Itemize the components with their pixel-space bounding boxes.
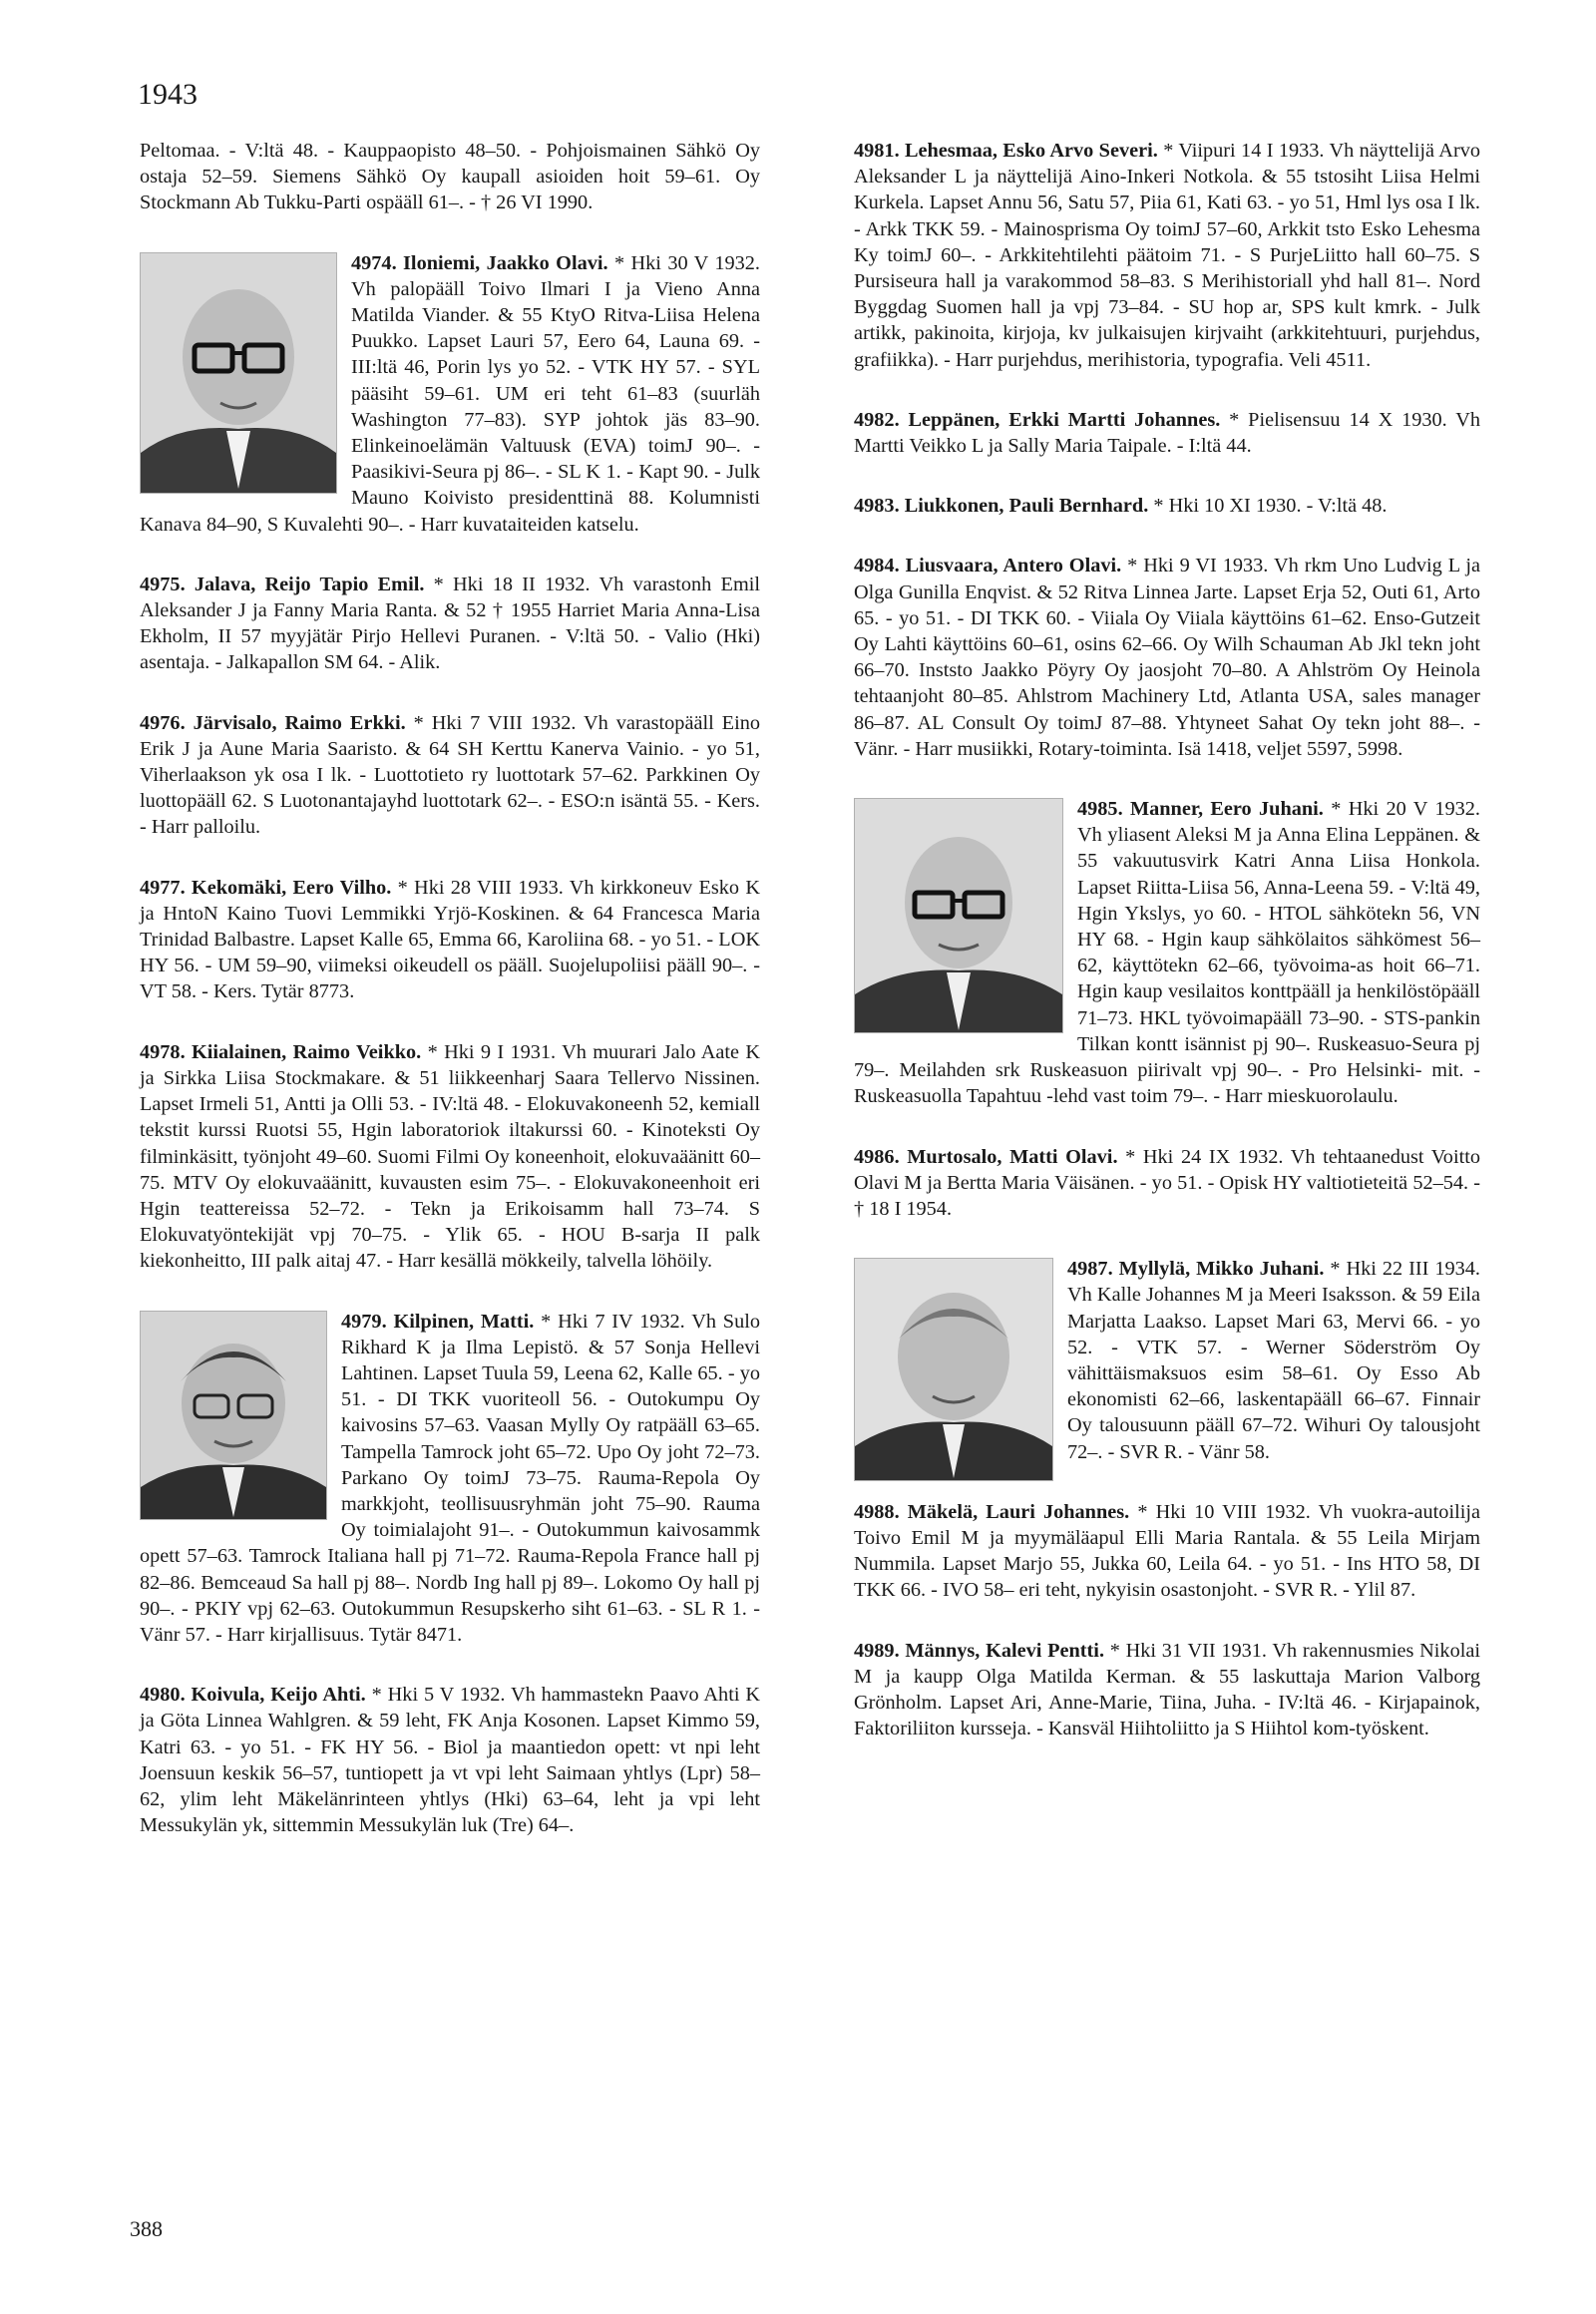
entry-heading: 4975. Jalava, Reijo Tapio Emil. <box>140 573 425 595</box>
portrait-photo <box>854 1258 1053 1481</box>
entry-text: * Hki 20 V 1932. Vh yliasent Aleksi M ja Anna Elina Leppänen. & 55 vakuutusvirk Katri Anna Liisa Honkola. Lapset Riitta-Liisa 56, Anna-Leena 59. - V:ltä 49, Hgin Ykslys, yo 60. - HTOL sähkötekn 56, VN HY 68. - Hgin kaup sähkölaitos sähkömest 56–62, käyttötekn 62–66, työvoima-as hoit 66–71. Hgin kaup vesilaitos konttpääll ja henkilöstöpääll 71–73. HKL työvoimapääll 73–90. - STS-pankin Tilkan kontt isännist pj 90–. Ruskeasuo-Seura pj 79–. Meilahden srk Ruskeasuon piirivalt vpj 90–. - Pro Helsinki- mit. - Ruskeasuolla Tapahtuu -lehd vast toim 79–. - Harr mieskuorolaulu. <box>854 798 1480 1108</box>
entry-4983 <box>854 493 1480 519</box>
entry-text: Peltomaa. - V:ltä 48. - Kauppaopisto 48–50. - Pohjoismainen Sähkö Oy ostaja 52–59. Siemens Sähkö Oy kaupall asioiden hoit 59–61. Oy Stockmann Ab Tukku-Parti ospääll 61–. - † 26 VI 1990. <box>140 140 760 214</box>
entry-text: * Viipuri 14 I 1933. Vh näyttelijä Arvo Aleksander L ja näyttelijä Aino-Inkeri Notkola. & 55 tstosiht Liisa Helmi Kurkela. Lapset Annu 56, Satu 57, Piia 61, Kati 63. - yo 51, Hml lys osa I lk. - Arkk TKK 59. - Mainosprisma Oy toimJ 57–60, Arkkit tsto Esko Lehesma Ky toimJ 60–. - Arkkitehtilehti päätoim 71. - S PurjeLiitto hall 60–75. S Pursiseura hall ja varakommod 58–83. S Merihistoriall yhd hall 81–. Nord Byggdag Suomen hall ja vpj 73–84. - SU hop ar, SPS kult kmrk. - Julk artikk, pakinoita, kirjoja, kv julkaisujen kirjvaiht (arkkitehtuuri, purjehdus, grafiikka). - Harr purjehdus, merihistoria, typografia. Veli 4511. <box>854 140 1480 371</box>
entry-heading: 4979. Kilpinen, Matti. <box>341 1310 535 1333</box>
entry-heading: 4983. Liukkonen, Pauli Bernhard. <box>854 495 1149 518</box>
entry-heading: 4984. Liusvaara, Antero Olavi. <box>854 555 1122 578</box>
entry-4975 <box>140 572 760 676</box>
entry-heading: 4977. Kekomäki, Eero Vilho. <box>140 876 392 899</box>
entry-heading: 4982. Leppänen, Erkki Martti Johannes. <box>854 408 1221 431</box>
entry-text: * Hki 10 XI 1930. - V:ltä 48. <box>1148 495 1388 518</box>
entry-text: * Hki 28 VIII 1933. Vh kirkkoneuv Esko K ja HntoN Kaino Tuovi Lemmikki Yrjö-Koskinen. & 64 Francesca Maria Trinidad Balbastre. Lapset Kalle 65, Emma 66, Karoliina 68. - yo 51. - LOK HY 56. - UM 59–90, viimeksi oikeudell os pääll. Suojelupoliisi pääll 90–. - VT 58. - Kers. Tytär 8773. <box>140 876 760 1003</box>
right-column <box>854 138 1480 1775</box>
entry-4987 <box>854 1256 1480 1465</box>
left-column <box>140 138 760 1872</box>
entry-4980 <box>140 1682 760 1838</box>
entry-text: * Pielisensuu 14 X 1930. Vh Martti Veikko L ja Sally Maria Taipale. - I:ltä 44. <box>854 408 1480 458</box>
entry-text: * Hki 22 III 1934. Vh Kalle Johannes M ja Meeri Isaksson. & 59 Eila Marjatta Laakso. Lapset Mari 63, Mervi 66. - yo 52. - VTK 57. - Werner Söderström Oy vähittäismaksuos esim 58–61. Oy Esso Ab ekonomisti 62–66, laskentapääll 66–67. Finnair Oy talousuunn pääll 67–72. Wihuri Oy talousjoht 72–. - SVR R. - Vänr 58. <box>1067 1258 1481 1463</box>
portrait-photo <box>140 1311 327 1520</box>
entry-heading: 4981. Lehesmaa, Esko Arvo Severi. <box>854 140 1158 162</box>
entry-text: * Hki 7 IV 1932. Vh Sulo Rikhard K ja Ilma Lepistö. & 57 Sonja Hellevi Lahtinen. Lapset Tuula 59, Leena 62, Kalle 65. - yo 51. - DI TKK vuoriteoll 56. - Outokumpu Oy kaivosins 57–63. Vaasan Mylly Oy ratpääll 63–65. Tampella Tamrock joht 65–72. Upo Oy joht 72–73. Parkano Oy toimJ 73–75. Rauma-Repola Oy markkjoht, teollisuusryhmän joht 75–90. Rauma Oy toimialajoht 91–. - Outokummun kaivosammk opett 57–63. Tamrock Italiana hall pj 71–72. Rauma-Repola France hall pj 82–86. Bemceaud Sa hall pj 88–. Nordb Ing hall pj 89–. Lokomo Oy hall pj 90–. - PKIY vpj 62–63. Outokummun Resupskerho siht 61–63. - SL R 1. - Vänr 57. - Harr kirjallisuus. Tytär 8471. <box>140 1310 760 1646</box>
entry-text: * Hki 9 I 1931. Vh muurari Jalo Aate K ja Sirkka Liisa Stockmakare. & 51 liikkeenharj Saara Tellervo Nissinen. Lapset Irmeli 51, Antti ja Olli 53. - IV:ltä 48. - Elokuvakoneenh 52, kemiall tekstit kurssi Ruotsi 55, Hgin laboratoriok iltakurssi 60. - Kinoteksti Oy filminkäsitt, työnjoht 49–60. Suomi Filmi Oy koneenhoit, elokuvaäänitt 60–75. MTV Oy elokuvaäänitt, kuvausten esim 75–. - Elokuvakoneenhoit eri Hgin teattereissa 52–72. - Tekn ja Erikoisamm hall 73–74. S Elokuvatyöntekijät vpj 70–75. - Ylik 65. - HOU B-sarja II palk kiekonheitto, III palk aitaj 47. - Harr kesällä mökkeily, talvella löhöily. <box>140 1040 760 1273</box>
entry-heading: 4976. Järvisalo, Raimo Erkki. <box>140 711 406 734</box>
entry-text: * Hki 24 IX 1932. Vh tehtaanedust Voitto Olavi M ja Bertta Maria Väisänen. - yo 51. - Opisk HY valtiotieteitä 52–54. - † 18 I 1954. <box>854 1145 1480 1220</box>
entry-text: * Hki 9 VI 1933. Vh rkm Uno Ludvig L ja Olga Gunilla Enqvist. & 52 Ritva Linnea Jarte. Lapset Erja 52, Outi 61, Arto 65. - yo 51. - DI TKK 60. - Viiala Oy Viiala käyttöins 61–62. Enso-Gutzeit Oy Lahti käyttöins 60–61, osins 62–66. Oy Wilh Schauman Ab Jkl tekn joht 66–70. Inststo Jaakko Pöyry Oy jaosjoht 70–80. A Ahlström Oy Heinola tehtaanjoht 80–85. Ahlstrom Machinery Ltd, Atlanta USA, sales manager 86–87. AL Consult Oy toimJ 87–88. Yhtyneet Sahat Oy tekn joht 88–. - Vänr. - Harr musiikki, Rotary-toiminta. Isä 1418, veljet 5597, 5998. <box>854 555 1480 760</box>
entry-4979 <box>140 1309 760 1649</box>
page-year: 1943 <box>138 78 198 111</box>
entry-continuation <box>140 138 760 216</box>
entry-heading: 4986. Murtosalo, Matti Olavi. <box>854 1145 1118 1168</box>
portrait-photo <box>854 798 1063 1033</box>
entry-text: * Hki 10 VIII 1932. Vh vuokra-autoilija Toivo Emil M ja myymäläapul Elli Maria Rantala. & 55 Leila Mirjam Nummila. Lapset Marjo 55, Jukka 60, Leila 64. - yo 51. - Ins HTO 58, DI TKK 66. - IVO 58– eri teht, nykyisin osastonjoht. - SVR R. - Ylil 87. <box>854 1500 1480 1602</box>
entry-heading: 4989. Männys, Kalevi Pentti. <box>854 1639 1105 1662</box>
entry-4986 <box>854 1144 1480 1223</box>
entry-heading: 4987. Myllylä, Mikko Juhani. <box>1067 1258 1325 1281</box>
entry-heading: 4974. Iloniemi, Jaakko Olavi. <box>351 251 608 274</box>
entry-4974 <box>140 250 760 538</box>
entry-text: * Hki 30 V 1932. Vh palopääll Toivo Ilmari I ja Vieno Anna Matilda Viander. & 55 KtyO Ritva-Liisa Helena Puukko. Lapset Lauri 57, Eero 64, Launa 69. - III:ltä 46, Porin lys yo 52. - VTK HY 57. - SYL pääsiht 59–61. UM eri teht 61–83 (suurläh Washington 77–83). SYP johtok jäs 83–90. Elinkeinoelämän Valtuusk (EVA) toimJ 90–. - Paasikivi-Seura pj 86–. - SL K 1. - Kapt 90. - Julk Mauno Koivisto presidenttinä 88. Kolumnisti Kanava 84–90, S Kuvalehti 90–. - Harr kuvataiteiden katselu. <box>140 251 760 536</box>
entry-4985 <box>854 796 1480 1109</box>
entry-text: * Hki 18 II 1932. Vh varastonh Emil Aleksander J ja Fanny Maria Ranta. & 52 † 1955 Harriet Maria Anna-Lisa Ekholm, II 57 myyjätär Pirjo Hellevi Puranen. - V:ltä 50. - Valio (Hki) asentaja. - Jalkapallon SM 64. - Alik. <box>140 573 760 674</box>
entry-4978 <box>140 1039 760 1275</box>
entry-heading: 4980. Koivula, Keijo Ahti. <box>140 1684 366 1707</box>
entry-text: * Hki 31 VII 1931. Vh rakennusmies Nikolai M ja kaupp Olga Matilda Kerman. & 55 laskuttaja Marion Valborg Grönholm. Lapset Ari, Anne-Marie, Tiina, Juha. - IV:ltä 46. - Kirjapainok, Faktoriliiton kursseja. - Kansväl Hiihtoliitto ja S Hiihtol kom-työskent. <box>854 1639 1480 1740</box>
entry-text: * Hki 7 VIII 1932. Vh varastopääll Eino Erik J ja Aune Maria Saaristo. & 64 SH Kerttu Kanerva Vainio. - yo 51, Viherlaakson yk osa I lk. - Luottotieto ry luottotark 57–62. Parkkinen Oy luottopääll 62. S Luotonantajayhd luottotark 62–. - ESO:n isäntä 55. - Kers. - Harr palloilu. <box>140 711 760 839</box>
entry-text: * Hki 5 V 1932. Vh hammastekn Paavo Ahti K ja Göta Linnea Wahlgren. & 59 leht, FK Anja Kosonen. Lapset Kimmo 59, Katri 63. - yo 51. - FK HY 56. - Biol ja maantiedon opett: vt npi leht Joensuun keskik 56–57, tuntiopett ja vt vpi leht Saimaan yhtlys (Lpr) 58–62, ylim leht Mäkelänrinteen yhtlys (Hki) 63–64, leht ja vpi leht Messukylän yk, sittemmin Messukylän luk (Tre) 64–. <box>140 1684 761 1837</box>
entry-4981 <box>854 138 1480 373</box>
entry-4984 <box>854 553 1480 762</box>
entry-4988 <box>854 1499 1480 1604</box>
entry-4982 <box>854 407 1480 459</box>
entry-4989 <box>854 1638 1480 1742</box>
entry-4977 <box>140 875 760 1005</box>
portrait-photo <box>140 252 337 494</box>
entry-heading: 4988. Mäkelä, Lauri Johannes. <box>854 1500 1130 1523</box>
entry-heading: 4985. Manner, Eero Juhani. <box>1077 798 1324 821</box>
entry-4976 <box>140 710 760 841</box>
entry-heading: 4978. Kiialainen, Raimo Veikko. <box>140 1040 422 1063</box>
page-number: 388 <box>130 2216 163 2241</box>
